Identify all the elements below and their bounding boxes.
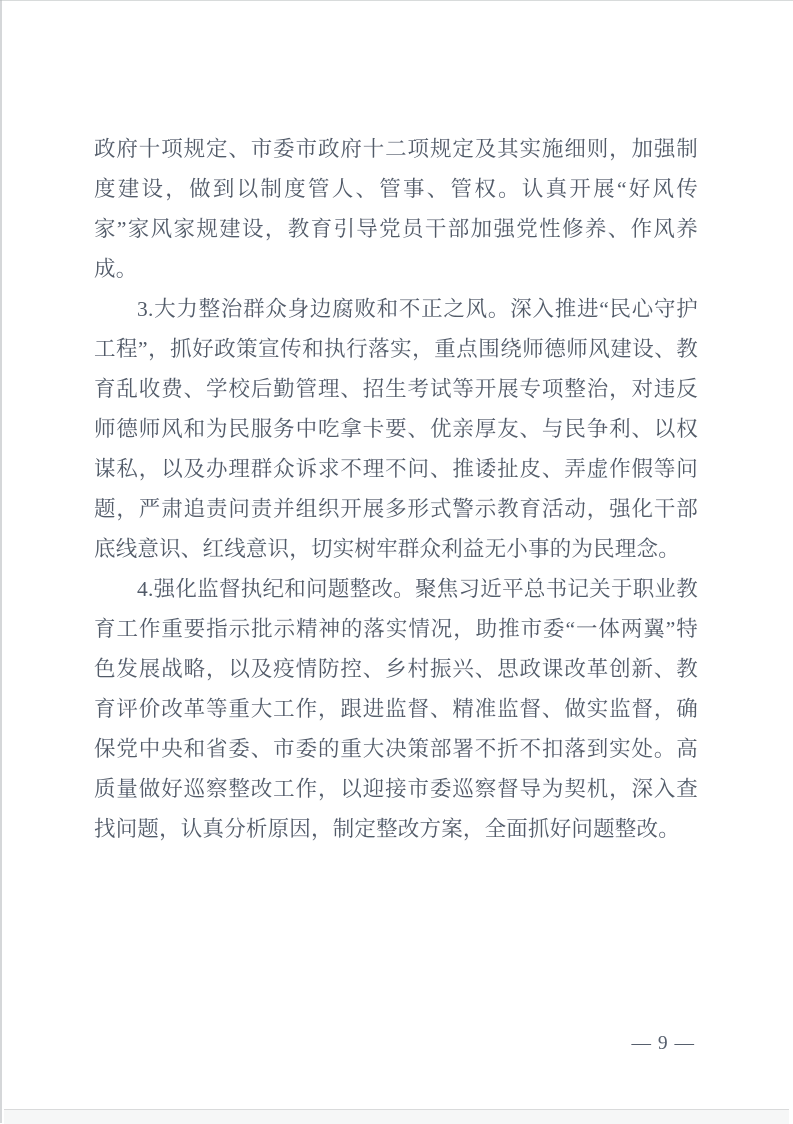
paragraph: 政府十项规定、市委市政府十二项规定及其实施细则，加强制度建设，做到以制度管人、管事、管权。认真开展“好风传家”家风家规建设，教育引导党员干部加强党性修养、作风养成。 bbox=[94, 137, 698, 281]
page-number: — 9 — bbox=[631, 1033, 695, 1054]
scan-edge-top bbox=[0, 0, 793, 1]
document-body bbox=[94, 129, 698, 849]
paragraph: 3.大力整治群众身边腐败和不正之风。深入推进“民心守护工程”，抓好政策宣传和执行落实，重点围绕师德师风建设、教育乱收费、学校后勤管理、招生考试等开展专项整治，对违反师德师风和为民服务中吃拿卡要、优亲厚友、与民争利、以权谋私，以及办理群众诉求不理不问、推诿扯皮、弄虚作假等问题，严肃追责问责并组织开展多形式警示教育活动，强化干部底线意识、红线意识，切实树牢群众利益无小事的为民理念。 bbox=[94, 297, 698, 561]
scan-edge-left bbox=[0, 0, 2, 1123]
scan-edge-bottom bbox=[4, 1109, 789, 1124]
paragraph: 4.强化监督执纪和问题整改。聚焦习近平总书记关于职业教育工作重要指示批示精神的落实情况，助推市委“一体两翼”特色发展战略，以及疫情防控、乡村振兴、思政课改革创新、教育评价改革等重大工作，跟进监督、精准监督、做实监督，确保党中央和省委、市委的重大决策部署不折不扣落到实处。高质量做好巡察整改工作，以迎接市委巡察督导为契机，深入查找问题，认真分析原因，制定整改方案，全面抓好问题整改。 bbox=[94, 577, 698, 841]
